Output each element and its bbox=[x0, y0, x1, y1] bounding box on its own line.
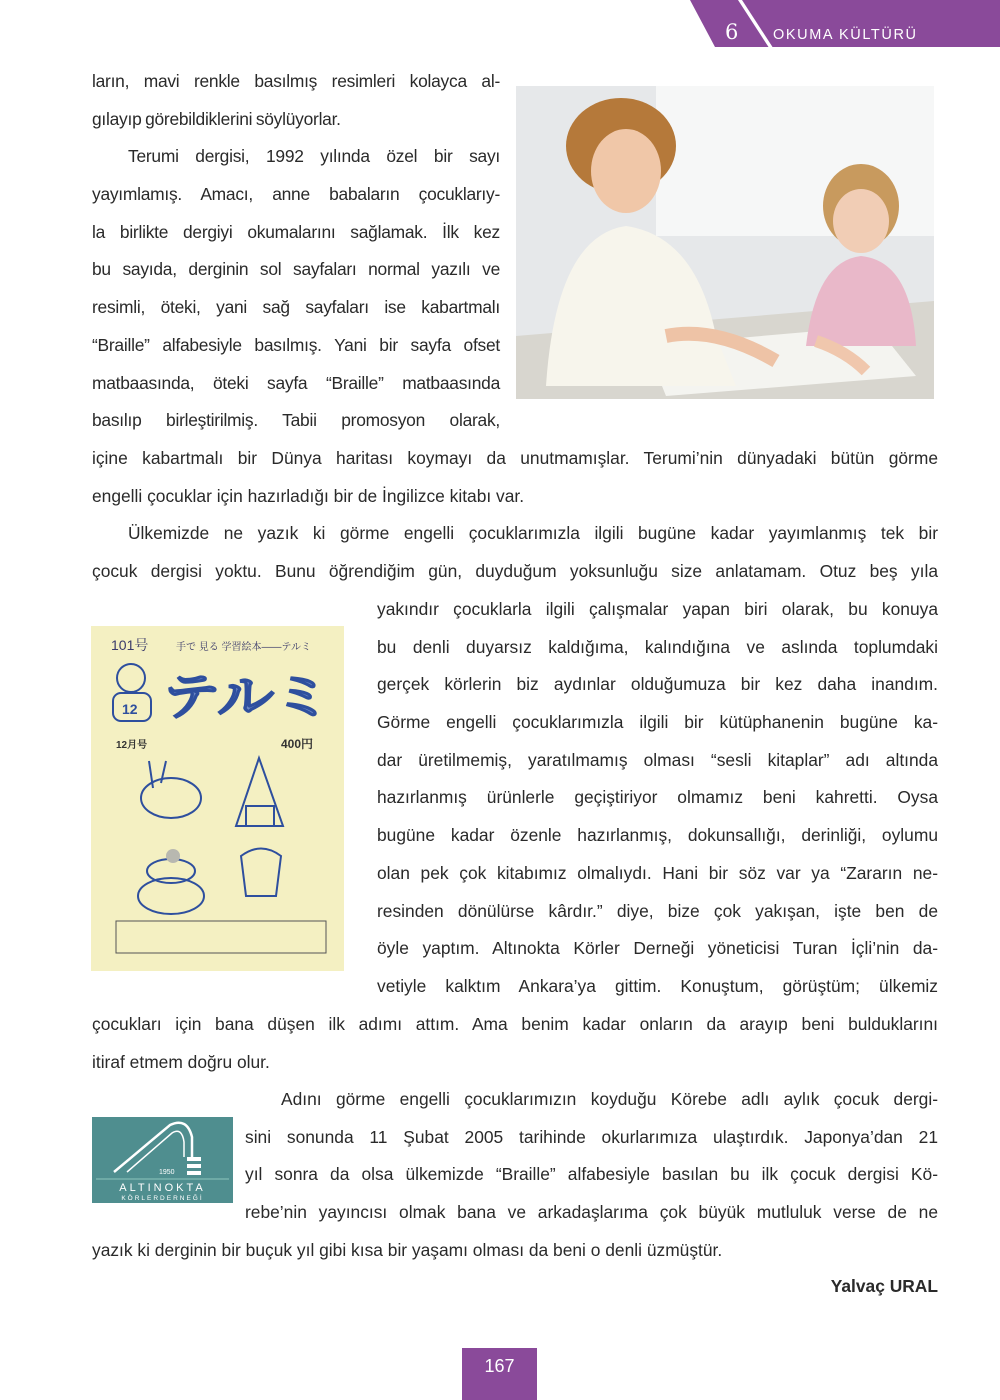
text-line: içine kabartmalı bir Dünya haritası koymayı da unutmamışlar. Terumi’nin dünyadaki bütün görme bbox=[92, 448, 938, 468]
text-line: itiraf etmem doğru olur. bbox=[92, 1051, 270, 1072]
cover-badge: 12 bbox=[122, 701, 138, 717]
cover-month: 12月号 bbox=[116, 740, 148, 751]
text-line: gerçek körlerin biz aydınlar olduğumuza bir kez daha inandım. bbox=[377, 674, 938, 695]
cover-title: テルミ bbox=[163, 669, 331, 725]
text-line: bu denli duyarsız kaldığıma, kalındığına ve aslında toplumdaki bbox=[377, 636, 938, 657]
text-line: resimli, öteki, yani sağ sayfaları ise kabartmalı bbox=[92, 297, 500, 318]
text-line: Ülkemizde ne yazık ki görme engelli çocuklarımızla ilgili bugüne kadar yayımlanmış tek bir bbox=[128, 523, 938, 544]
terumi-magazine-cover bbox=[91, 626, 344, 971]
text-line: gılayıp görebildiklerini söylüyorlar. bbox=[92, 108, 341, 129]
cover-issue: 101号 bbox=[111, 637, 149, 653]
text-line: yakındır çocuklarla ilgili çalışmalar yapan biri olarak, bu konuya bbox=[377, 599, 938, 619]
paragraph-block bbox=[245, 1081, 938, 1232]
author-signature: Yalvaç URAL bbox=[830, 1276, 938, 1296]
text-line: bu sayıda, derginin sol sayfaları normal yazılı ve bbox=[92, 259, 500, 280]
text-line: “Braille” alfabesiyle basılmış. Yani bir sayfa ofset bbox=[92, 334, 500, 355]
text-line: dar üretilmemiş, yaratılmamış olması “sesli kitaplar” adı altında bbox=[377, 749, 938, 770]
logo-subtitle: KÖRLERDERNEĞİ bbox=[121, 1195, 204, 1202]
paragraph-block bbox=[92, 63, 500, 440]
page-number: 167 bbox=[462, 1348, 537, 1400]
text-line: öyle yaptım. Altınokta Körler Derneği yöneticisi Turan İçli’nin da- bbox=[377, 938, 938, 959]
chapter-title: OKUMA KÜLTÜRÜ bbox=[773, 27, 918, 43]
text-line: rebe’nin yayıncısı olmak bana ve arkadaşlarıma çok büyük mutluluk verse de ne bbox=[245, 1202, 938, 1223]
text-line: yıl sonra da olsa ülkemizde “Braille” alfabesiyle basılan bu ilk çocuk dergisi Kö- bbox=[245, 1164, 938, 1185]
cover-subtitle: 手で 見る 学習絵本——テルミ bbox=[176, 642, 312, 653]
teacher-child-braille-photo bbox=[516, 86, 934, 399]
text-line: matbaasında, öteki sayfa “Braille” matbaasında bbox=[92, 372, 500, 393]
text-line: çocukları için bana düşen ilk adımı attım. Ama benim kadar onların da arayıp beni bulduklarını bbox=[92, 1014, 938, 1034]
text-line: bugüne kadar özenle hazırlanmış, dokunsallığı, derinliği, oylumu bbox=[377, 825, 938, 846]
chapter-number: 6 bbox=[725, 20, 739, 44]
text-line: Görme engelli çocuklarımızla ilgili bir kütüphanenin bugüne ka- bbox=[377, 712, 938, 733]
paragraph-block bbox=[92, 440, 938, 591]
text-line: ların, mavi renkle basılmış resimleri kolayca al- bbox=[92, 71, 500, 91]
text-line: sini sonunda 11 Şubat 2005 tarihinde okurlarımıza ulaştırdık. Japonya’dan 21 bbox=[245, 1126, 938, 1147]
cover-price: 400円 bbox=[281, 737, 314, 751]
text-line: Terumi dergisi, 1992 yılında özel bir sayı bbox=[128, 146, 500, 167]
text-line: vetiyle kalktım Ankara’ya gittim. Konuştum, görüştüm; ülkemiz bbox=[377, 975, 938, 996]
text-line: çocuk dergisi yoktu. Bunu öğrendiğim gün, duyduğum yoksunluğu size anlatamam. Otuz beş yıla bbox=[92, 561, 938, 582]
logo-name: ALTINOKTA bbox=[119, 1182, 206, 1194]
paragraph-block bbox=[92, 1006, 938, 1081]
text-line: la birlikte dergiyi okumalarını sağlamak. İlk kez bbox=[92, 221, 500, 242]
paragraph-block bbox=[92, 1232, 938, 1270]
text-line: engelli çocuklar için hazırladığı bir de İngilizce kitabı var. bbox=[92, 485, 525, 506]
text-line: yayımlamış. Amacı, anne babaların çocuklarıy- bbox=[92, 184, 500, 205]
logo-year: 1950 bbox=[159, 1169, 175, 1176]
text-line: Adını görme engelli çocuklarımızın koyduğu Körebe adlı aylık çocuk dergi- bbox=[281, 1089, 938, 1109]
paragraph-block bbox=[377, 591, 938, 1006]
text-line: olan pek çok kitabımız olmalıydı. Hani bir söz var ya “Zararın ne- bbox=[377, 862, 938, 883]
text-line: resinden dönülürse kârdır.” diye, bize çok yakışan, işte ben de bbox=[377, 900, 938, 921]
altinokta-logo bbox=[92, 1117, 233, 1203]
text-line: yazık ki derginin bir buçuk yıl gibi kısa bir yaşamı olması da beni o denli üzmüştür. bbox=[92, 1240, 723, 1260]
text-line: basılıp birleştirilmiş. Tabii promosyon olarak, bbox=[92, 410, 500, 431]
text-line: hazırlanmış ürünlerle geçiştiriyor olmamız beni kahretti. Oysa bbox=[377, 787, 938, 808]
